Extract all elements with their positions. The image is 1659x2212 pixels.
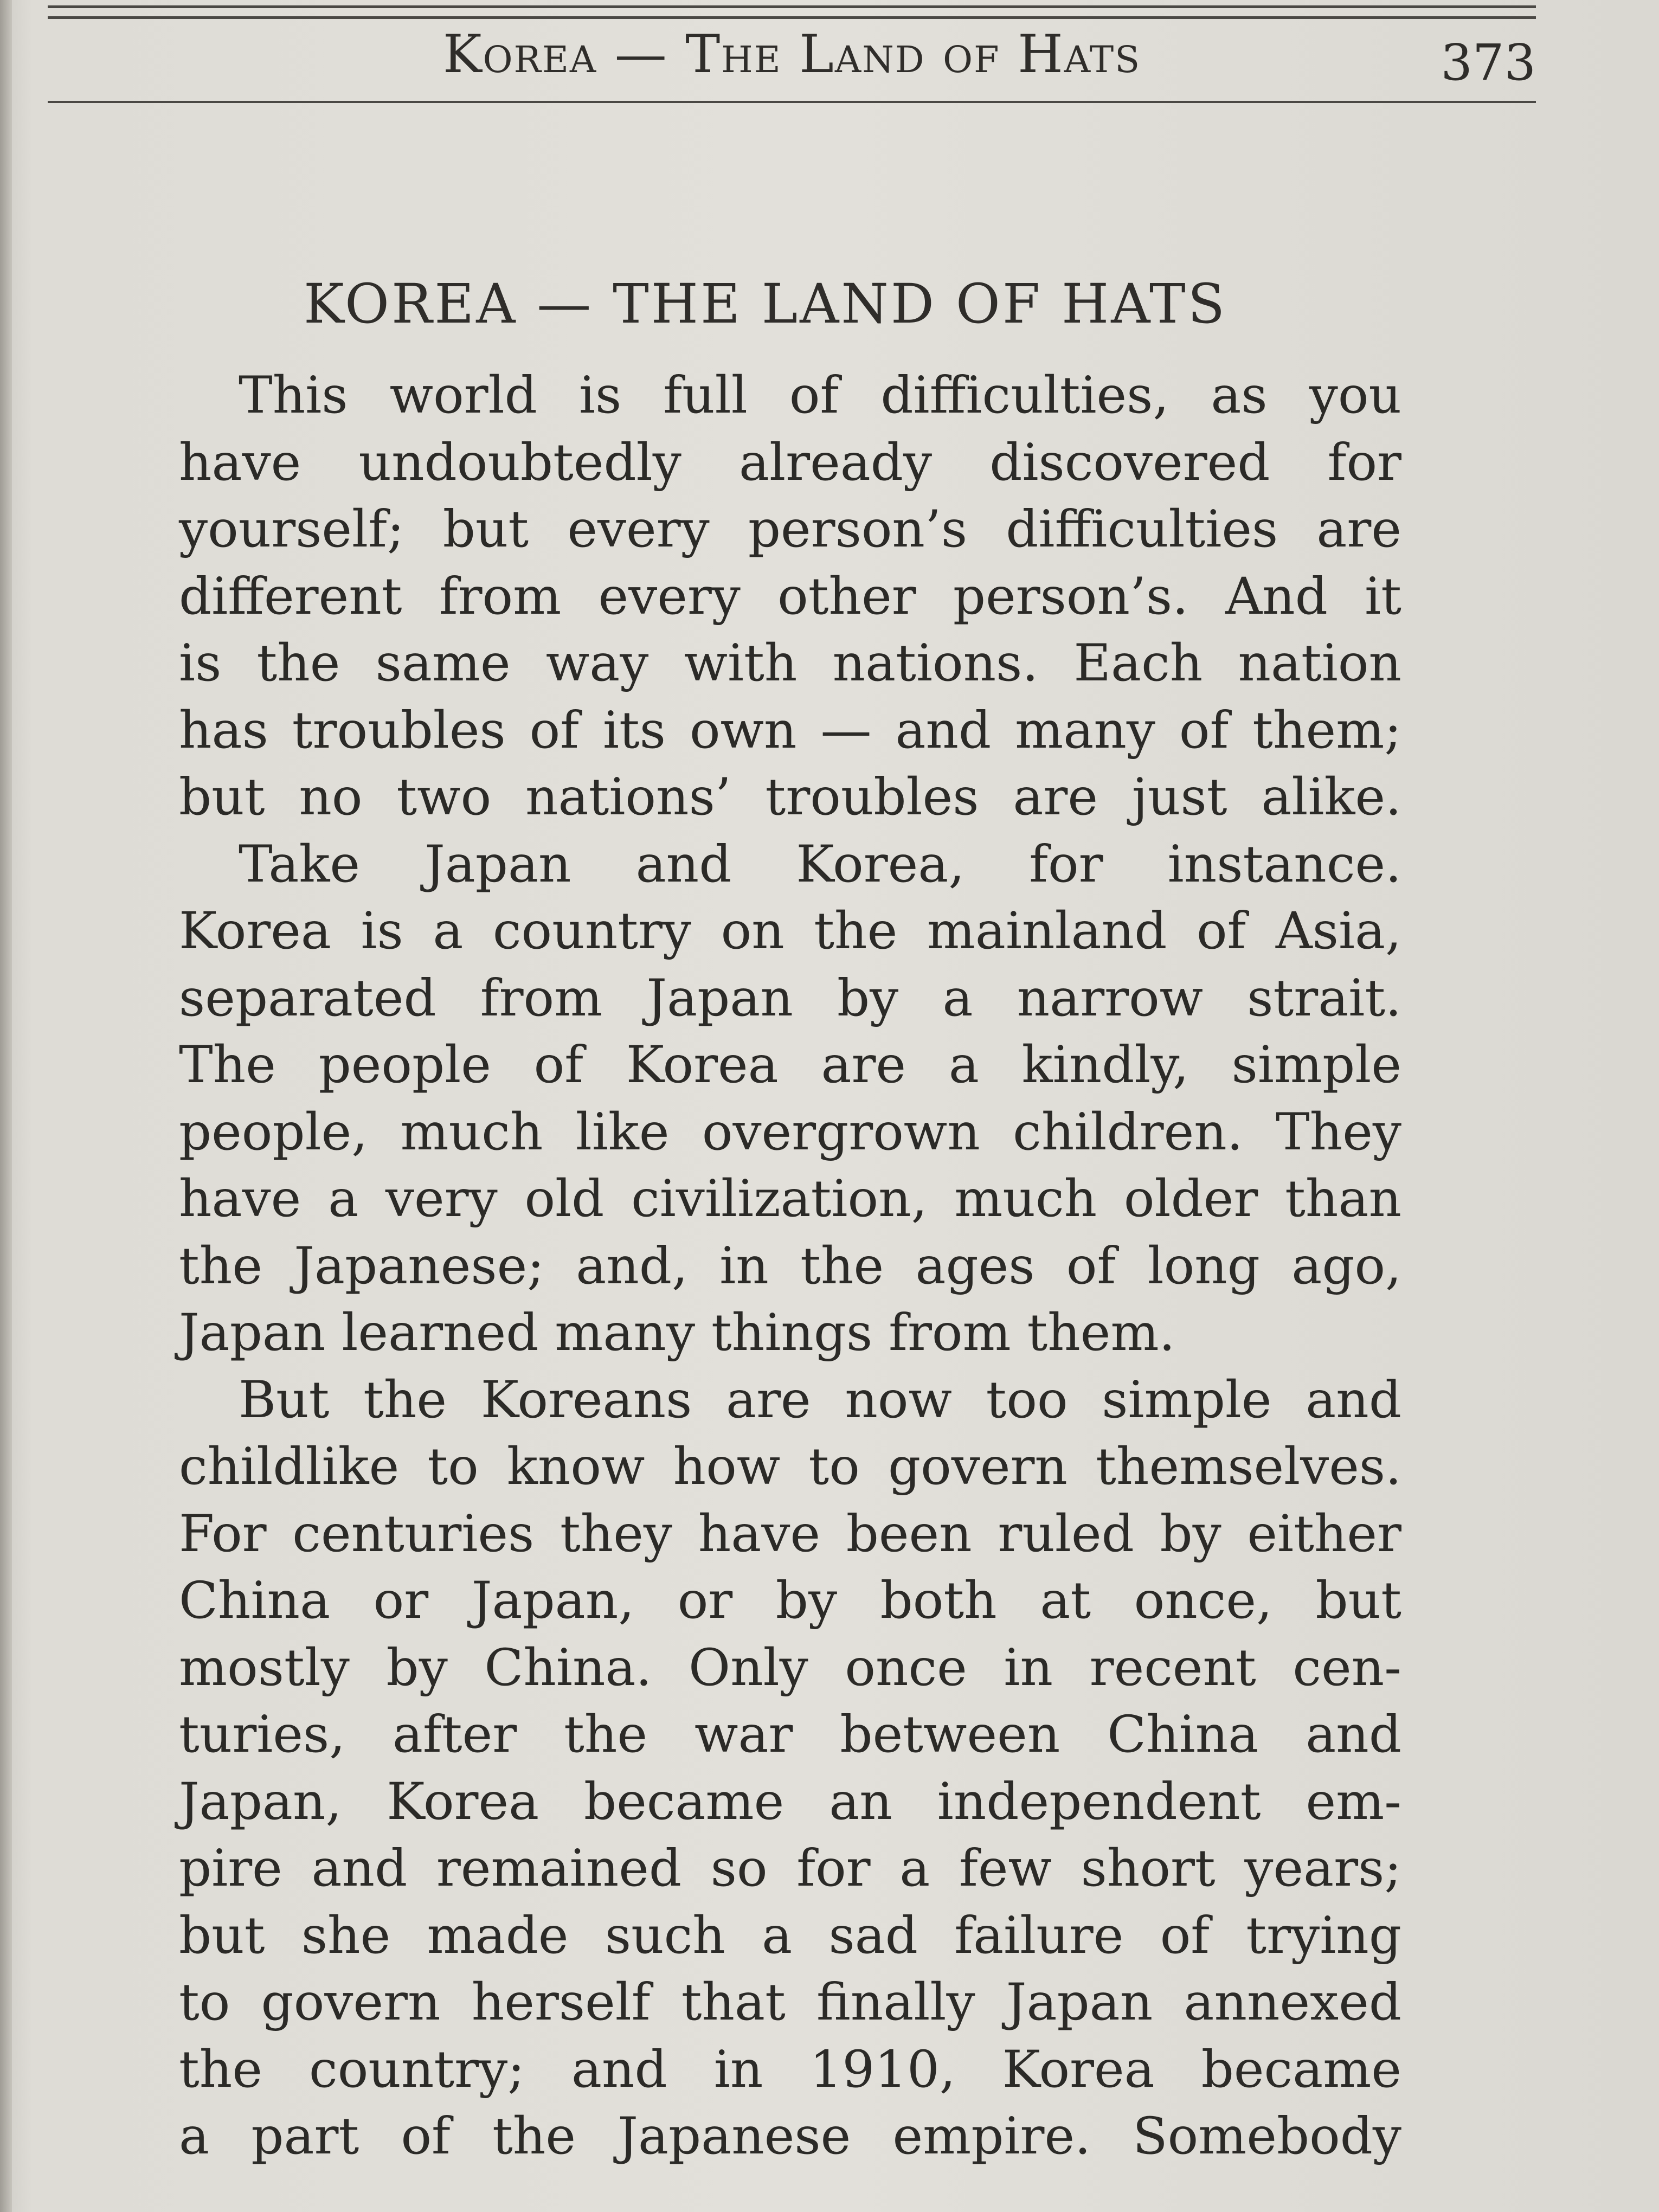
text-line: but no two nations’ troubles are just alike. xyxy=(179,768,1401,827)
header-rule-bottom xyxy=(48,101,1536,103)
header-rule-top xyxy=(48,5,1536,8)
paragraph-3 xyxy=(179,1367,1401,2170)
text-line: China or Japan, or by both at once, but xyxy=(179,1571,1401,1630)
text-line: mostly by China. Only once in recent cen- xyxy=(179,1638,1401,1697)
chapter-title: KOREA — THE LAND OF HATS xyxy=(304,272,1227,336)
running-head xyxy=(48,18,1536,100)
text-line: to govern herself that finally Japan annexed xyxy=(179,1973,1401,2032)
text-line: people, much like overgrown children. They xyxy=(179,1102,1401,1162)
text-line: Japan, Korea became an independent em- xyxy=(179,1772,1401,1831)
text-line: For centuries they have been ruled by either xyxy=(179,1504,1401,1564)
text-line: Korea is a country on the mainland of Asia, xyxy=(179,902,1401,961)
text-line: have undoubtedly already discovered for xyxy=(179,433,1401,492)
text-line: But the Koreans are now too simple and xyxy=(239,1370,1401,1430)
text-line: The people of Korea are a kindly, simple xyxy=(179,1036,1401,1095)
text-line: different from every other person’s. And it xyxy=(179,567,1401,626)
text-line: is the same way with nations. Each nation xyxy=(179,634,1401,693)
text-line: a part of the Japanese empire. Somebody xyxy=(179,2107,1401,2166)
text-line: has troubles of its own — and many of them; xyxy=(179,700,1401,760)
paragraph-2 xyxy=(179,831,1401,1367)
text-line: This world is full of difficulties, as you xyxy=(239,366,1401,425)
text-line: pire and remained so for a few short years; xyxy=(179,1839,1401,1898)
text-line: but she made such a sad failure of trying xyxy=(179,1906,1401,1965)
text-line: the Japanese; and, in the ages of long ago, xyxy=(179,1236,1401,1296)
text-line: childlike to know how to govern themselves. xyxy=(179,1437,1401,1496)
text-line: Japan learned many things from them. xyxy=(179,1303,1175,1362)
text-line: have a very old civilization, much older than xyxy=(179,1169,1401,1229)
text-line: separated from Japan by a narrow strait. xyxy=(179,968,1401,1028)
page-spine-edge xyxy=(0,0,12,2212)
text-line: Take Japan and Korea, for instance. xyxy=(239,834,1401,894)
page-number: 373 xyxy=(1441,34,1536,92)
text-line: yourself; but every person’s difficulties are xyxy=(179,500,1401,559)
body-text xyxy=(179,362,1401,2170)
paragraph-1 xyxy=(179,362,1401,831)
running-head-title: Korea — The Land of Hats xyxy=(442,24,1141,85)
text-line: turies, after the war between China and xyxy=(179,1705,1401,1764)
text-line: the country; and in 1910, Korea became xyxy=(179,2040,1401,2099)
